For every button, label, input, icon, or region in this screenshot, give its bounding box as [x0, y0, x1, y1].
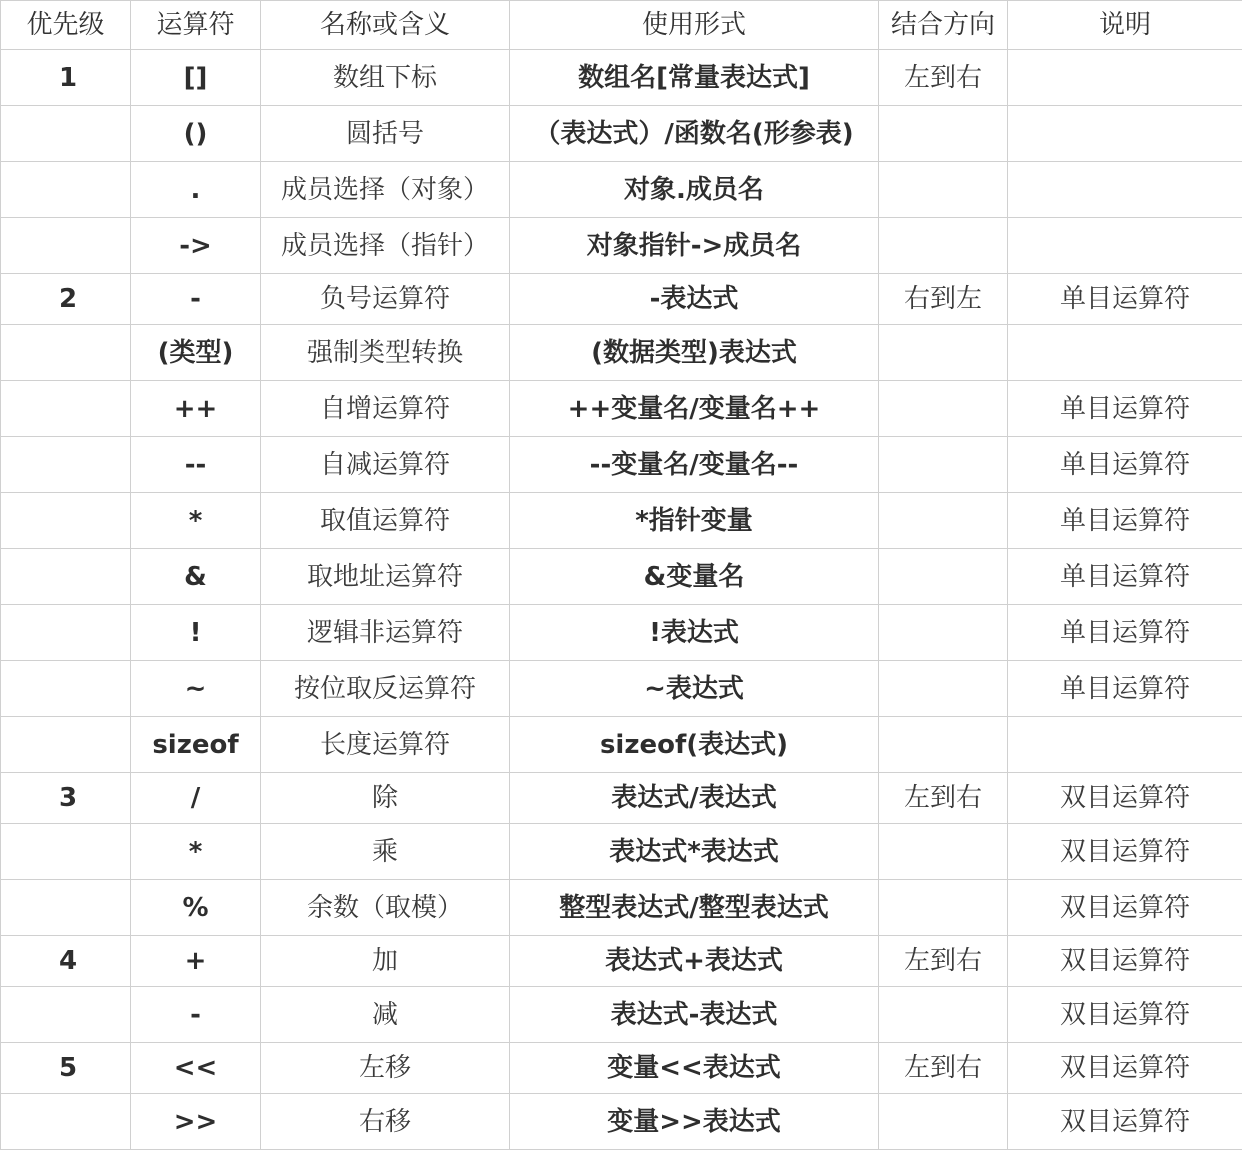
cell-operator: ->: [131, 218, 261, 274]
cell-note: 双目运算符: [1008, 1094, 1242, 1150]
cell-associativity: [879, 1094, 1008, 1150]
cell-operator: []: [131, 50, 261, 106]
cell-name: 除: [261, 773, 510, 824]
cell-associativity: [879, 381, 1008, 437]
cell-name: 余数（取模）: [261, 880, 510, 936]
cell-operator: -: [131, 987, 261, 1043]
cell-usage: !表达式: [510, 605, 879, 661]
cell-name: 取地址运算符: [261, 549, 510, 605]
cell-name: 成员选择（对象）: [261, 162, 510, 218]
cell-name: 自减运算符: [261, 437, 510, 493]
cell-operator: /: [131, 773, 261, 824]
cell-note: 双目运算符: [1008, 880, 1242, 936]
cell-priority: [1, 381, 131, 437]
cell-operator: +: [131, 936, 261, 987]
header-associativity: 结合方向: [879, 1, 1008, 50]
cell-name: 乘: [261, 824, 510, 880]
cell-note: 单目运算符: [1008, 661, 1242, 717]
cell-note: [1008, 162, 1242, 218]
cell-usage: 表达式/表达式: [510, 773, 879, 824]
table-row: [1, 605, 1242, 661]
cell-priority: 4: [1, 936, 131, 987]
cell-usage: 数组名[常量表达式]: [510, 50, 879, 106]
cell-usage: 变量<<表达式: [510, 1043, 879, 1094]
cell-name: 逻辑非运算符: [261, 605, 510, 661]
table-row: [1, 106, 1242, 162]
cell-operator: sizeof: [131, 717, 261, 773]
cell-name: 加: [261, 936, 510, 987]
cell-operator: >>: [131, 1094, 261, 1150]
cell-usage: &变量名: [510, 549, 879, 605]
cell-priority: [1, 325, 131, 381]
cell-name: 左移: [261, 1043, 510, 1094]
table-row: [1, 987, 1242, 1043]
cell-usage: sizeof(表达式): [510, 717, 879, 773]
cell-priority: [1, 1094, 131, 1150]
cell-operator: (类型): [131, 325, 261, 381]
cell-name: 成员选择（指针）: [261, 218, 510, 274]
table-row: [1, 549, 1242, 605]
cell-name: 按位取反运算符: [261, 661, 510, 717]
cell-operator: %: [131, 880, 261, 936]
cell-priority: [1, 605, 131, 661]
cell-operator: -: [131, 274, 261, 325]
header-usage: 使用形式: [510, 1, 879, 50]
cell-name: 取值运算符: [261, 493, 510, 549]
cell-usage: 表达式+表达式: [510, 936, 879, 987]
cell-note: 双目运算符: [1008, 773, 1242, 824]
cell-priority: [1, 437, 131, 493]
cell-priority: [1, 987, 131, 1043]
cell-name: 自增运算符: [261, 381, 510, 437]
table-row: [1, 325, 1242, 381]
cell-operator: (): [131, 106, 261, 162]
cell-name: 负号运算符: [261, 274, 510, 325]
cell-priority: [1, 880, 131, 936]
table-body: [1, 50, 1242, 1150]
cell-operator: <<: [131, 1043, 261, 1094]
cell-associativity: [879, 605, 1008, 661]
table-row: [1, 437, 1242, 493]
cell-note: 双目运算符: [1008, 1043, 1242, 1094]
cell-usage: 表达式-表达式: [510, 987, 879, 1043]
cell-priority: 5: [1, 1043, 131, 1094]
cell-priority: [1, 717, 131, 773]
cell-operator: --: [131, 437, 261, 493]
cell-priority: [1, 106, 131, 162]
cell-usage: 整型表达式/整型表达式: [510, 880, 879, 936]
cell-associativity: [879, 325, 1008, 381]
cell-associativity: [879, 437, 1008, 493]
cell-usage: 变量>>表达式: [510, 1094, 879, 1150]
table-row: [1, 1094, 1242, 1150]
cell-associativity: [879, 880, 1008, 936]
cell-name: 强制类型转换: [261, 325, 510, 381]
cell-associativity: [879, 493, 1008, 549]
cell-operator: ++: [131, 381, 261, 437]
cell-usage: 对象指针->成员名: [510, 218, 879, 274]
cell-associativity: 左到右: [879, 936, 1008, 987]
cell-associativity: [879, 717, 1008, 773]
cell-note: 单目运算符: [1008, 493, 1242, 549]
cell-note: [1008, 325, 1242, 381]
cell-operator: .: [131, 162, 261, 218]
cell-note: [1008, 218, 1242, 274]
table-row: [1, 936, 1242, 987]
cell-usage: 对象.成员名: [510, 162, 879, 218]
table-row: [1, 162, 1242, 218]
table-row: [1, 824, 1242, 880]
cell-usage: *指针变量: [510, 493, 879, 549]
cell-name: 右移: [261, 1094, 510, 1150]
cell-note: 单目运算符: [1008, 605, 1242, 661]
cell-operator: ~: [131, 661, 261, 717]
cell-associativity: [879, 218, 1008, 274]
cell-usage: 表达式*表达式: [510, 824, 879, 880]
cell-associativity: [879, 824, 1008, 880]
cell-note: [1008, 717, 1242, 773]
cell-priority: [1, 661, 131, 717]
cell-associativity: [879, 162, 1008, 218]
cell-name: 减: [261, 987, 510, 1043]
table-row: [1, 1043, 1242, 1094]
cell-associativity: 左到右: [879, 773, 1008, 824]
cell-note: 单目运算符: [1008, 437, 1242, 493]
cell-priority: [1, 549, 131, 605]
table-row: [1, 218, 1242, 274]
cell-note: 单目运算符: [1008, 381, 1242, 437]
cell-priority: 2: [1, 274, 131, 325]
header-priority: 优先级: [1, 1, 131, 50]
cell-name: 长度运算符: [261, 717, 510, 773]
table-row: [1, 50, 1242, 106]
cell-note: 双目运算符: [1008, 824, 1242, 880]
cell-operator: &: [131, 549, 261, 605]
cell-usage: --变量名/变量名--: [510, 437, 879, 493]
cell-associativity: 右到左: [879, 274, 1008, 325]
cell-associativity: 左到右: [879, 50, 1008, 106]
table-row: [1, 773, 1242, 824]
cell-note: 双目运算符: [1008, 987, 1242, 1043]
cell-priority: 1: [1, 50, 131, 106]
table-row: [1, 717, 1242, 773]
cell-associativity: [879, 661, 1008, 717]
table-row: [1, 661, 1242, 717]
cell-operator: *: [131, 493, 261, 549]
header-note: 说明: [1008, 1, 1242, 50]
table-row: [1, 493, 1242, 549]
cell-operator: !: [131, 605, 261, 661]
cell-usage: (数据类型)表达式: [510, 325, 879, 381]
table-header-row: [1, 1, 1242, 50]
table-row: [1, 381, 1242, 437]
cell-usage: ~表达式: [510, 661, 879, 717]
cell-associativity: [879, 106, 1008, 162]
table-row: [1, 274, 1242, 325]
cell-associativity: [879, 987, 1008, 1043]
cell-note: [1008, 106, 1242, 162]
table-row: [1, 880, 1242, 936]
cell-usage: -表达式: [510, 274, 879, 325]
header-name: 名称或含义: [261, 1, 510, 50]
cell-name: 圆括号: [261, 106, 510, 162]
cell-note: 单目运算符: [1008, 549, 1242, 605]
cell-priority: 3: [1, 773, 131, 824]
cell-note: [1008, 50, 1242, 106]
cell-associativity: 左到右: [879, 1043, 1008, 1094]
cell-operator: *: [131, 824, 261, 880]
cell-associativity: [879, 549, 1008, 605]
cell-priority: [1, 162, 131, 218]
header-operator: 运算符: [131, 1, 261, 50]
cell-note: 单目运算符: [1008, 274, 1242, 325]
cell-priority: [1, 824, 131, 880]
cell-usage: （表达式）/函数名(形参表): [510, 106, 879, 162]
cell-priority: [1, 493, 131, 549]
cell-name: 数组下标: [261, 50, 510, 106]
cell-note: 双目运算符: [1008, 936, 1242, 987]
cell-usage: ++变量名/变量名++: [510, 381, 879, 437]
cell-priority: [1, 218, 131, 274]
